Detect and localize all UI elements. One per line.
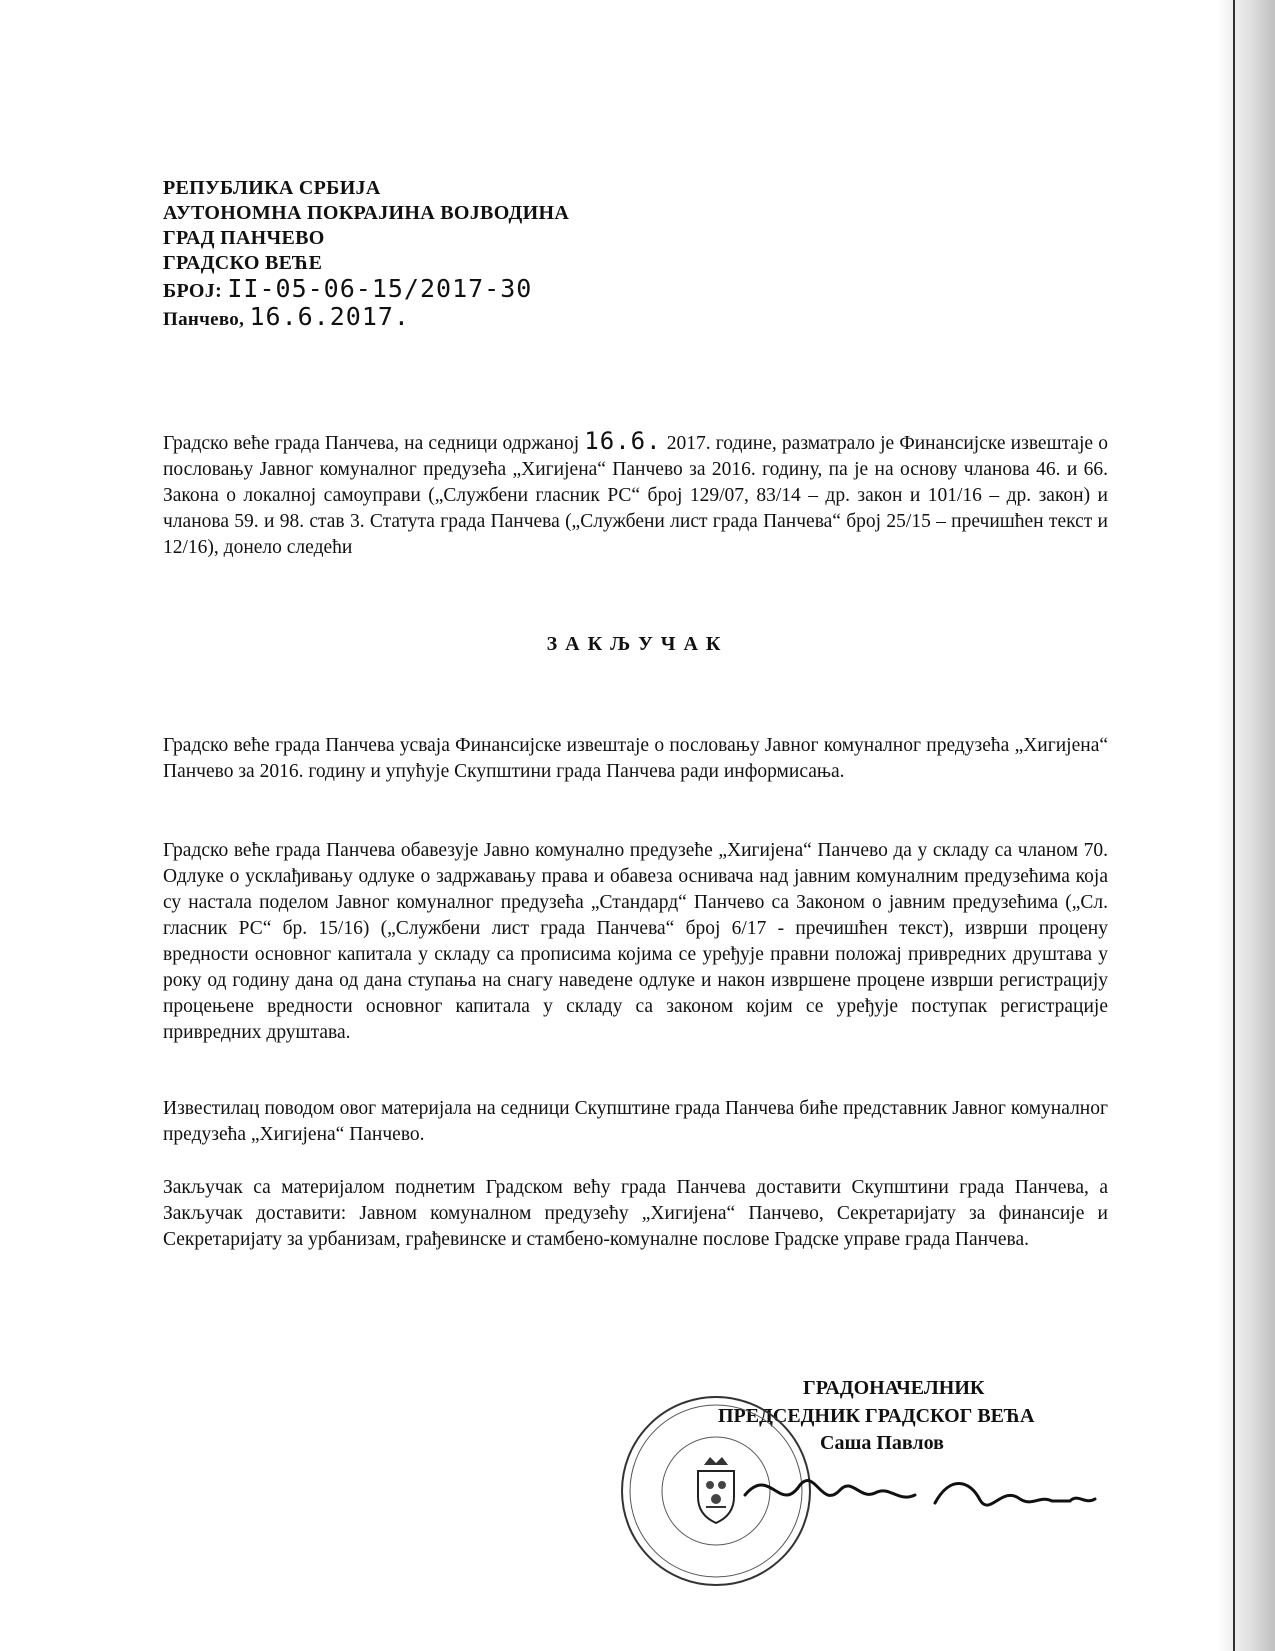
scan-shadow [1217,0,1275,1651]
header-republic: РЕПУБЛИКА СРБИЈА [163,177,381,199]
header-province: АУТОНОМНА ПОКРАЈИНА ВОЈВОДИНА [163,202,570,224]
number-label: БРОЈ: [163,280,223,302]
number-handwritten: II-05-06-15/2017-30 [227,274,533,303]
signature-name: Саша Павлов [820,1432,944,1454]
paragraph-2: Градско веће града Панчева обавезује Јавно комунално предузеће „Хигијена“ Панчево да у складу са чланом 70. Одлуке о усклађивању одлуке о задржавању права и обавеза оснивача над јавним комуналним предузећима која су настала поделом Јавног комуналног предузећа „Стандард“ Панчево са Законом о јавним предузећима („Сл. гласник РС“ бр. 15/16) („Службени лист града Панчева“ број 6/17 - пречишћен текст), изврши процену вредности основног капитала у складу са прописима којима се уређује правни положај привредних друштава у року од годину дана од дана ступања на снагу наведене одлуке и након извршене процене изврши регистрацију процењене вредности основног капитала у складу са законом којим се уређује поступак регистрације привредних друштава. [163,840,1108,1043]
header-date-row [163,304,569,332]
header-number-row [163,276,569,304]
scan-edge [1233,0,1235,1651]
date-handwritten: 16.6.2017. [249,302,410,331]
intro-part1: Градско веће града Панчева, на седници одржаној [163,433,585,454]
signature-title-president: ПРЕДСЕДНИК ГРАДСКОГ ВЕЋА [718,1405,1035,1427]
header-council: ГРАДСКО ВЕЋЕ [163,252,323,274]
signature-title-mayor: ГРАДОНАЧЕЛНИК [803,1377,985,1399]
paragraph-3: Известилац поводом овог материјала на седници Скупштине града Панчева биће представник Јавног комуналног предузећа „Хигијена“ Панчево. [163,1098,1108,1145]
paragraph-4: Закључак са материјалом поднетим Градском већу града Панчева доставити Скупштини града Панчева, а Закључак доставити: Јавном комуналном предузећу „Хигијена“ Панчево, Секретаријату за финансије и Секретаријату за урбанизам, грађевинске и стамбено-комуналне послове Градске управе града Панчева. [163,1177,1108,1250]
handwritten-signature [740,1455,1100,1525]
intro-paragraph [163,428,1108,561]
intro-date-handwritten: 16.6. [584,427,662,455]
intro-part2: 2017. године, разматрало је Финансијске извештаје о пословању Јавног комуналног предузећа „Хигијена“ Панчево за 2016. годину, па је на основу чланова 46. и 66. Закона о локалној самоуправи („Службени гласник РС“ број 129/07, 83/14 – др. закон и 101/16 – др. закон) и чланова 59. и 98. став 3. Статута града Панчева („Службени лист града Панчева“ број 25/15 – пречишћен текст и 12/16), донело следећи [163,433,1108,558]
document-title: ЗАКЉУЧАК [546,633,729,655]
place-label: Панчево, [163,309,245,330]
paragraph-1: Градско веће града Панчева усваја Финансијске извештаје о пословању Јавног комуналног предузећа „Хигијена“ Панчево за 2016. годину и упућује Скупштини града Панчева ради информисања. [163,735,1108,782]
document-header [163,176,569,332]
coat-of-arms-icon [698,1457,734,1523]
header-city: ГРАД ПАНЧЕВО [163,227,325,249]
